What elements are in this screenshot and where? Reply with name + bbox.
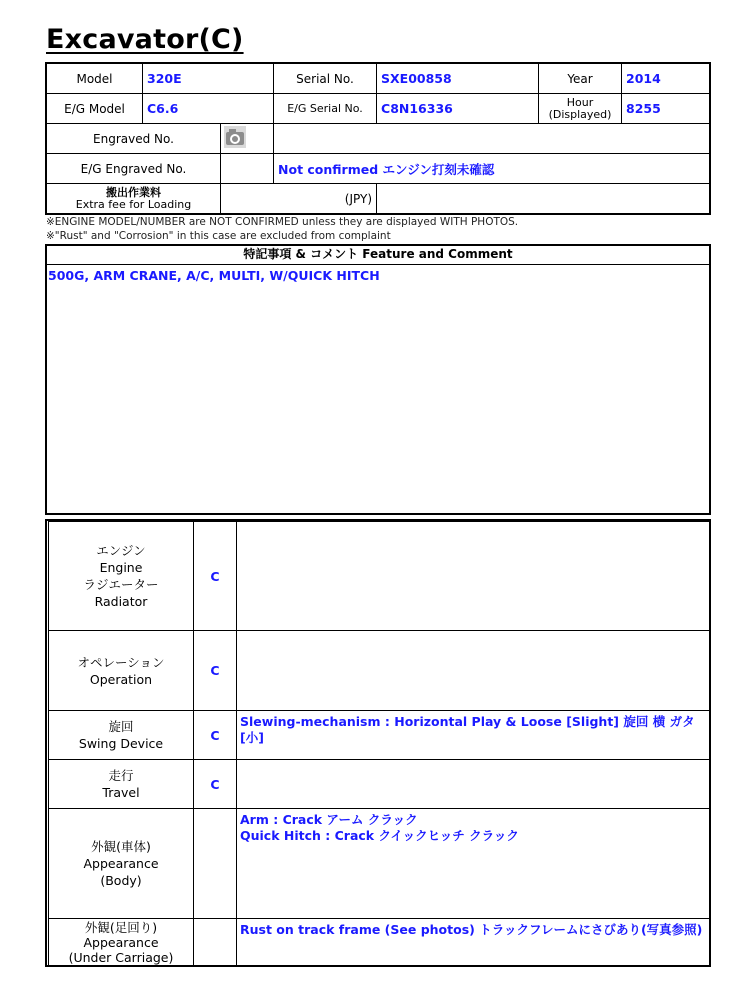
model-value: 320E bbox=[143, 64, 274, 94]
category-line: 外観(足回り) bbox=[84, 920, 158, 935]
grade-swing: C bbox=[194, 711, 237, 760]
category-line: Swing Device bbox=[78, 736, 164, 751]
comment-swing bbox=[237, 711, 710, 760]
year-value: 2014 bbox=[622, 64, 711, 94]
fee-label-jp: 搬出作業料 bbox=[106, 185, 161, 199]
comment-line: Quick Hitch : Crack クイックヒッチ クラック bbox=[240, 828, 519, 843]
comment-line: Slewing-mechanism : Horizontal Play & Loose [Slight] 旋回 横 ガタ[小] bbox=[240, 714, 695, 745]
category-travel bbox=[49, 760, 194, 809]
category-line: Travel bbox=[102, 785, 140, 800]
year-label: Year bbox=[539, 64, 622, 94]
feature-box bbox=[45, 244, 711, 515]
model-label: Model bbox=[47, 64, 143, 94]
hour-value: 8255 bbox=[622, 94, 711, 124]
eg-model-label: E/G Model bbox=[47, 94, 143, 124]
condition-row-appearance-body bbox=[49, 809, 710, 919]
category-line: 走行 bbox=[108, 768, 134, 783]
eg-engraved-value: Not confirmed エンジン打刻未確認 bbox=[274, 154, 711, 184]
hour-label-line2: (Displayed) bbox=[548, 107, 612, 121]
eg-model-value: C6.6 bbox=[143, 94, 274, 124]
eg-serial-value: C8N16336 bbox=[377, 94, 539, 124]
category-line: 旋回 bbox=[108, 719, 134, 734]
engraved-label: Engraved No. bbox=[47, 124, 221, 154]
category-swing bbox=[49, 711, 194, 760]
fee-label-en: Extra fee for Loading bbox=[75, 197, 192, 211]
fee-value bbox=[377, 184, 711, 214]
comment-appearance-body bbox=[237, 809, 710, 919]
condition-table bbox=[48, 521, 710, 967]
camera-icon[interactable] bbox=[223, 125, 247, 149]
serial-value: SXE00858 bbox=[377, 64, 539, 94]
category-operation bbox=[49, 631, 194, 711]
page-title: Excavator(C) bbox=[46, 24, 244, 55]
comment-line: Arm : Crack アーム クラック bbox=[240, 812, 418, 827]
category-line: エンジン bbox=[96, 543, 146, 558]
grade-appearance-body bbox=[194, 809, 237, 919]
condition-row-appearance-undercarriage bbox=[49, 919, 710, 967]
category-line: ラジエーター bbox=[83, 577, 159, 592]
hour-label-line1: Hour bbox=[566, 95, 594, 109]
hour-label bbox=[539, 94, 622, 124]
category-line: Engine bbox=[99, 560, 143, 575]
condition-row-swing bbox=[49, 711, 710, 760]
category-line: (Body) bbox=[100, 873, 142, 888]
category-line: Radiator bbox=[94, 594, 148, 609]
info-table bbox=[46, 63, 711, 214]
comment-engine bbox=[237, 522, 710, 631]
feature-text: 500G, ARM CRANE, A/C, MULTI, W/QUICK HITCH bbox=[48, 268, 380, 283]
category-line: Appearance bbox=[83, 935, 159, 950]
condition-row-operation bbox=[49, 631, 710, 711]
grade-appearance-undercarriage bbox=[194, 919, 237, 967]
feature-header: 特記事項 & コメント Feature and Comment bbox=[46, 245, 710, 265]
grade-travel: C bbox=[194, 760, 237, 809]
comment-line: Rust on track frame (See photos) トラックフレームにさびあり(写真参照) bbox=[240, 922, 703, 937]
comment-travel bbox=[237, 760, 710, 809]
category-line: Operation bbox=[89, 671, 153, 687]
eg-engraved-label: E/G Engraved No. bbox=[47, 154, 221, 184]
fee-currency: (JPY) bbox=[221, 184, 377, 214]
fee-label bbox=[47, 184, 221, 214]
category-line: Appearance bbox=[83, 856, 159, 871]
grade-operation: C bbox=[194, 631, 237, 711]
category-line: (Under Carriage) bbox=[68, 950, 174, 965]
serial-label: Serial No. bbox=[274, 64, 377, 94]
comment-appearance-undercarriage bbox=[237, 919, 710, 967]
engraved-value bbox=[274, 124, 711, 154]
grade-engine: C bbox=[194, 522, 237, 631]
eg-engraved-photo-cell bbox=[221, 154, 274, 184]
category-line: オペレーション bbox=[77, 654, 165, 670]
eg-serial-label: E/G Serial No. bbox=[274, 94, 377, 124]
note-engine: ※ENGINE MODEL/NUMBER are NOT CONFIRMED unless they are displayed WITH PHOTOS. bbox=[46, 216, 519, 228]
condition-row-travel bbox=[49, 760, 710, 809]
condition-row-engine bbox=[49, 522, 710, 631]
category-appearance-undercarriage bbox=[49, 919, 194, 967]
note-rust: ※"Rust" and "Corrosion" in this case are excluded from complaint bbox=[46, 230, 391, 242]
category-appearance-body bbox=[49, 809, 194, 919]
engraved-photo-cell[interactable] bbox=[221, 124, 274, 154]
category-engine bbox=[49, 522, 194, 631]
comment-operation bbox=[237, 631, 710, 711]
category-line: 外観(車体) bbox=[91, 839, 151, 854]
